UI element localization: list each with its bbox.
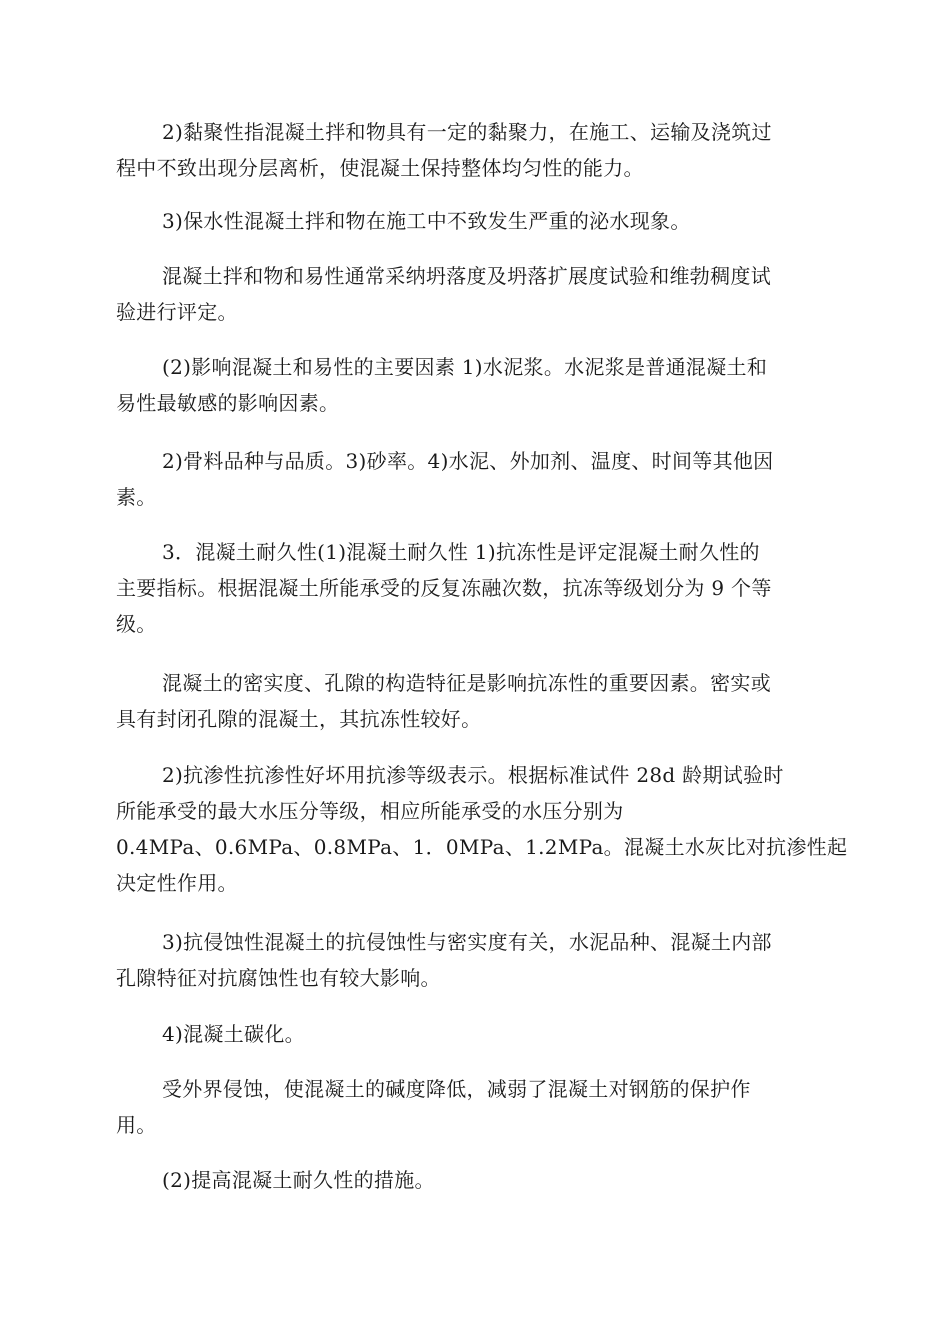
- paragraph-erosion-resistance: [116, 924, 836, 996]
- text-line: 3)保水性混凝土拌和物在施工中不致发生严重的泌水现象。: [162, 209, 691, 233]
- text-line: 素。: [116, 485, 157, 509]
- text-line: 所能承受的最大水压分等级，相应所能承受的水压分别为: [116, 799, 624, 823]
- text-line: 3．混凝土耐久性(1)混凝土耐久性 1)抗冻性是评定混凝土耐久性的: [162, 540, 760, 564]
- text-line: 0.4MPa、0.6MPa、0.8MPa、1．0MPa、1.2MPa。混凝土水灰比对抗渗性起: [116, 835, 848, 859]
- paragraph-carbonation: [116, 1016, 836, 1052]
- text-line: 3)抗侵蚀性混凝土的抗侵蚀性与密实度有关，水泥品种、混凝土内部: [162, 930, 772, 954]
- text-line: 混凝土的密实度、孔隙的构造特征是影响抗冻性的重要因素。密实或: [162, 671, 771, 695]
- text-line: 受外界侵蚀，使混凝土的碱度降低，减弱了混凝土对钢筋的保护作: [162, 1077, 751, 1101]
- paragraph-durability-frost: [116, 534, 836, 642]
- paragraph-durability-measures: [116, 1162, 836, 1198]
- text-line: 2)黏聚性指混凝土拌和物具有一定的黏聚力，在施工、运输及浇筑过: [162, 120, 772, 144]
- paragraph-aggregate-factors: [116, 443, 836, 515]
- text-line: 验进行评定。: [116, 300, 238, 324]
- text-line: 用。: [116, 1113, 157, 1137]
- paragraph-density: [116, 665, 836, 737]
- text-line: (2)影响混凝土和易性的主要因素 1)水泥浆。水泥浆是普通混凝土和: [162, 355, 768, 379]
- text-line: 具有封闭孔隙的混凝土，其抗冻性较好。: [116, 707, 482, 731]
- text-line: 程中不致出现分层离析，使混凝土保持整体均匀性的能力。: [116, 156, 644, 180]
- paragraph-workability-factors: [116, 349, 836, 421]
- paragraph-water-retention: [116, 203, 836, 239]
- paragraph-alkalinity: [116, 1071, 836, 1143]
- paragraph-workability-test: [116, 258, 836, 330]
- text-line: 决定性作用。: [116, 871, 238, 895]
- paragraph-impermeability: [116, 757, 848, 901]
- text-line: 孔隙特征对抗腐蚀性也有较大影响。: [116, 966, 441, 990]
- text-line: (2)提高混凝土耐久性的措施。: [162, 1168, 435, 1192]
- text-line: 混凝土拌和物和易性通常采纳坍落度及坍落扩展度试验和维勃稠度试: [162, 264, 771, 288]
- text-line: 2)抗渗性抗渗性好坏用抗渗等级表示。根据标准试件 28d 龄期试验时: [162, 763, 784, 787]
- paragraph-cohesiveness: [116, 114, 836, 186]
- text-line: 2)骨料品种与品质。3)砂率。4)水泥、外加剂、温度、时间等其他因: [162, 449, 774, 473]
- text-line: 易性最敏感的影响因素。: [116, 391, 340, 415]
- text-line: 主要指标。根据混凝土所能承受的反复冻融次数，抗冻等级划分为 9 个等: [116, 576, 772, 600]
- text-line: 4)混凝土碳化。: [162, 1022, 305, 1046]
- text-line: 级。: [116, 612, 157, 636]
